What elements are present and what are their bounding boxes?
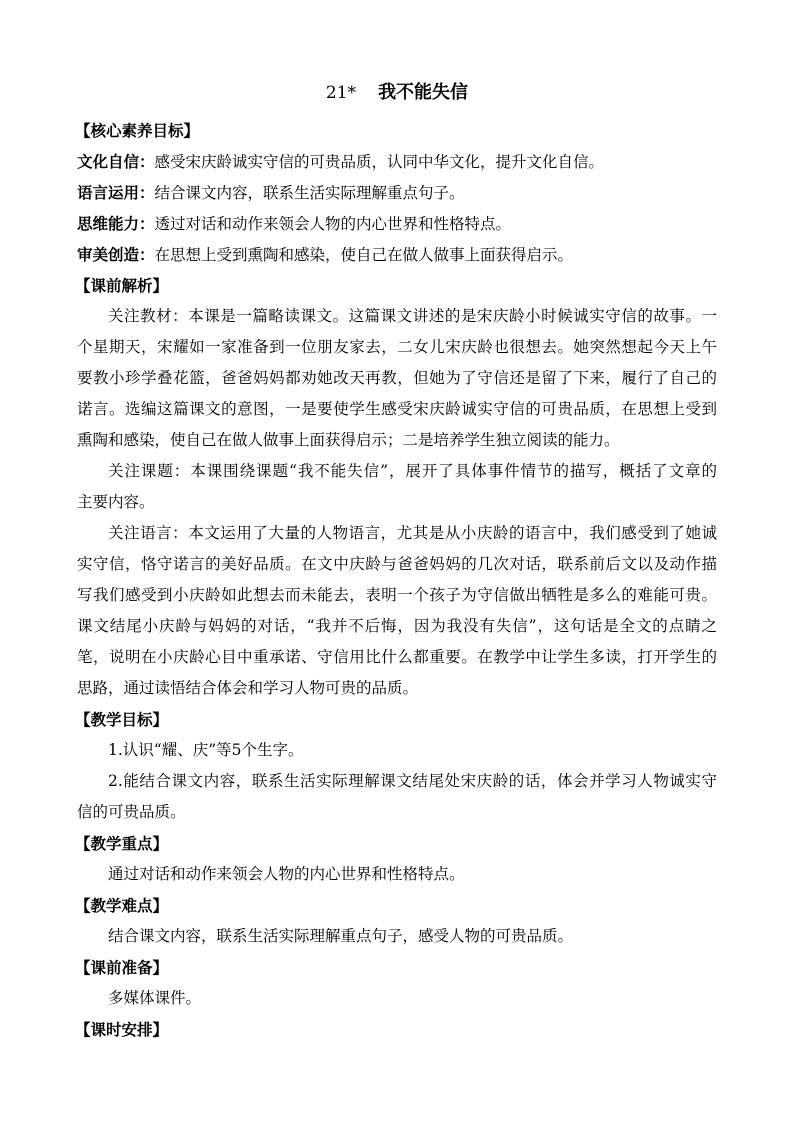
goal-text: 结合课文内容，联系生活实际理解重点句子。	[154, 183, 465, 202]
paragraph-line: 笔，说明在小庆龄心目中重承诺、守信用比什么都重要。在教学中让学生多读，打开学生的	[77, 647, 717, 666]
goal-text: 透过对话和动作来领会人物的内心世界和性格特点。	[154, 214, 512, 233]
paragraph-title-focus	[77, 456, 717, 518]
goal-label: 文化自信：	[77, 151, 155, 171]
goal-label: 语言运用：	[77, 182, 155, 202]
goal-row-language	[77, 177, 717, 208]
goal-row-thinking	[77, 208, 717, 239]
paragraph-line: 关注教材：本课是一篇略读课文。这篇课文讲述的是宋庆龄小时候诚实守信的故事。一	[108, 306, 717, 325]
goal-label: 思维能力：	[77, 213, 155, 233]
paragraph-line: 思路，通过读悟结合体会和学习人物可贵的品质。	[77, 678, 419, 697]
section-heading-key-point: 【教学重点】	[75, 833, 169, 853]
section-heading-core-goals: 【核心素养目标】	[75, 120, 200, 140]
paragraph-line: 主要内容。	[77, 492, 155, 511]
paragraph-line: 要教小珍学叠花篮，爸爸妈妈都劝她改天再教，但她为了守信还是留了下来，履行了自己的	[77, 368, 717, 387]
difficulty-text: 结合课文内容，联系生活实际理解重点句子，感受人物的可贵品质。	[108, 926, 574, 945]
paragraph-line: 写我们感受到小庆龄如此想去而未能去，表明一个孩子为守信做出牺牲是多么的难能可贵。	[77, 585, 717, 604]
goal-row-culture	[77, 146, 717, 177]
teaching-goal-item: 1.认识“耀、庆”等5个生字。	[108, 740, 304, 759]
section-heading-preparation: 【课前准备】	[75, 957, 169, 977]
paragraph-line: 关注课题：本课围绕课题“我不能失信”，展开了具体事件情节的描写，概括了文章的	[108, 461, 717, 480]
lesson-number: 21*	[325, 83, 357, 103]
key-point-text: 通过对话和动作来领会人物的内心世界和性格特点。	[108, 864, 465, 883]
section-heading-teaching-goals: 【教学目标】	[75, 709, 169, 729]
section-heading-pre-analysis: 【课前解析】	[75, 275, 169, 295]
paragraph-line: 关注语言：本文运用了大量的人物语言，尤其是从小庆龄的语言中，我们感受到了她诚	[108, 523, 717, 542]
paragraph-line: 课文结尾小庆龄与妈妈的对话，“我并不后悔，因为我没有失信”，这句话是全文的点睛之	[77, 616, 717, 635]
goal-label: 审美创造：	[77, 244, 155, 264]
paragraph-line: 实守信，恪守诺言的美好品质。在文中庆龄与爸爸妈妈的几次对话，联系前后文以及动作描	[77, 554, 717, 573]
preparation-text: 多媒体课件。	[108, 988, 202, 1007]
teaching-goal-item	[77, 766, 717, 828]
paragraph-line: 信的可贵品质。	[77, 802, 186, 821]
page-title	[0, 78, 794, 108]
paragraph-line: 诺言。选编这篇课文的意图，一是要使学生感受宋庆龄诚实守信的可贵品质，在思想上受到	[77, 399, 717, 418]
paragraph-language-focus	[77, 518, 717, 704]
paragraph-line: 2.能结合课文内容，联系生活实际理解课文结尾处宋庆龄的话，体会并学习人物诚实守	[108, 771, 717, 790]
goal-text: 感受宋庆龄诚实守信的可贵品质，认同中华文化，提升文化自信。	[154, 152, 605, 171]
goal-row-aesthetic	[77, 239, 717, 270]
goal-text: 在思想上受到熏陶和感染，使自己在做人做事上面获得启示。	[154, 245, 574, 264]
paragraph-line: 个星期天，宋耀如一家准备到一位朋友家去，二女儿宋庆龄也很想去。她突然想起今天上午	[77, 337, 717, 356]
section-heading-schedule: 【课时安排】	[75, 1019, 169, 1039]
paragraph-textbook	[77, 301, 717, 456]
lesson-title: 我不能失信	[378, 82, 469, 103]
paragraph-line: 熏陶和感染，使自己在做人做事上面获得启示；二是培养学生独立阅读的能力。	[77, 430, 620, 449]
section-heading-difficulty: 【教学难点】	[75, 895, 169, 915]
document-body	[77, 115, 717, 1045]
